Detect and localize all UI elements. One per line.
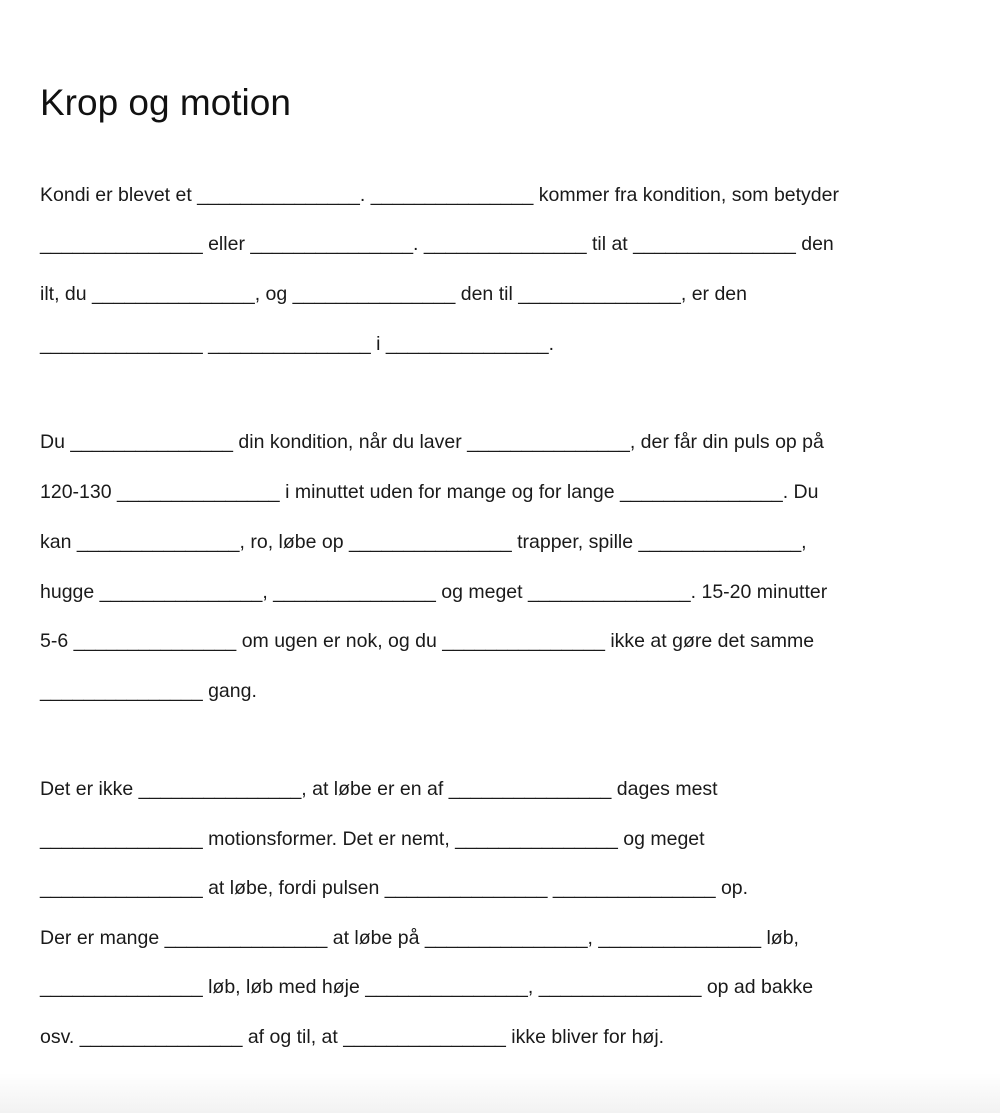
text-line: ilt, du _______________, og _______________ den til _______________, er den	[40, 283, 747, 305]
text-line: 120-130 _______________ i minuttet uden for mange og for lange _______________. Du	[40, 481, 819, 503]
text-line: _______________ løb, løb med høje _______________, _______________ op ad bakke	[40, 976, 814, 998]
text-line: Du _______________ din kondition, når du laver _______________, der får din puls op på	[40, 431, 824, 453]
text-line: _______________ gang.	[40, 680, 257, 702]
page-bottom-shadow	[0, 1073, 1000, 1113]
text-line: _______________ eller _______________. _______________ til at _______________ den	[40, 233, 834, 255]
text-line: 5-6 _______________ om ugen er nok, og du _______________ ikke at gøre det samme	[40, 630, 815, 652]
text-line: Der er mange _______________ at løbe på _______________, _______________ løb,	[40, 927, 799, 949]
page-title: Krop og motion	[40, 82, 291, 123]
text-line: Kondi er blevet et _______________. _______________ kommer fra kondition, som betyder	[40, 184, 839, 206]
text-line: kan _______________, ro, løbe op _______________ trapper, spille _______________,	[40, 531, 807, 553]
text-line: osv. _______________ af og til, at _______________ ikke bliver for høj.	[40, 1026, 665, 1048]
text-line: Det er ikke _______________, at løbe er en af _______________ dages mest	[40, 778, 718, 800]
text-line: _______________ _______________ i _______________.	[40, 333, 555, 355]
text-line: _______________ motionsformer. Det er nemt, _______________ og meget	[40, 828, 705, 850]
text-line: hugge _______________, _______________ og meget _______________. 15-20 minutter	[40, 581, 828, 603]
text-line: _______________ at løbe, fordi pulsen _______________ _______________ op.	[40, 877, 749, 899]
